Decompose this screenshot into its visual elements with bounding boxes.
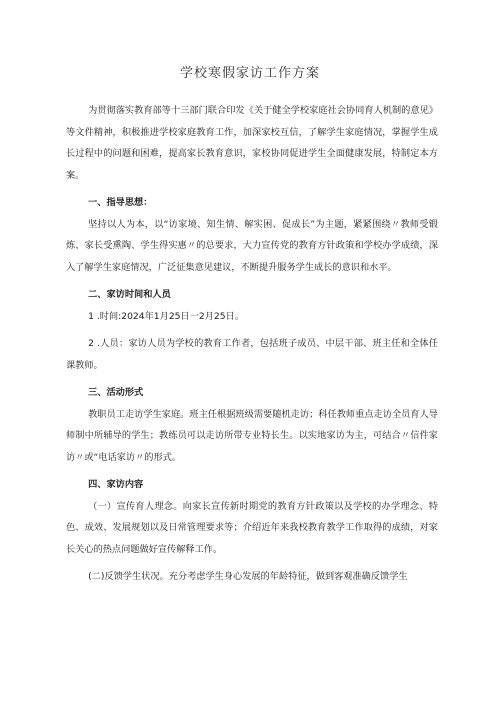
section-heading-format: 三、活动形式 [88,387,144,398]
section-heading-time-people: 二、家访时间和人员 [88,289,171,300]
document-title: 学校寒假家访工作方案 [179,66,320,81]
paragraph-time: 1 .时间:2024年1月25日一2月25日。 [88,310,245,322]
intro-paragraph: 为贯彻落实教育部等十三部门联合印发《关于健全学校家庭社会协同育人机制的意见》等文件精神，积极推进学校家庭教育工作，加深家校互信，了解学生家庭情况，掌握学生成长过程中的问题和困难，提高家长教育意识，家校协同促进学生全面健康发展，特制定本方案。 [66,105,438,181]
section-heading-content: 四、家访内容 [88,479,144,490]
paragraph-format: 教职员工走访学生家庭。班主任根据班级需要随机走访；科任教师重点走访全员育人导师制中所辅导的学生；教练员可以走访所带专业特长生。以实地家访为主，可结合〃信件家访〃或“电话家访〃的形式。 [66,408,438,463]
section-heading-guiding: 一、指导思想： [88,197,153,208]
paragraph-content-1: （一）宣传育人理念。向家长宣传新时期党的教育方针政策以及学校的办学理念、特色、成效、发展规划以及日常管理要求等；介绍近年来我校教育教学工作取得的成绩，对家长关心的热点问题做好宣传解释工作。 [66,500,438,555]
paragraph-people: 2 .人员：家访人员为学校的教育工作者，包括班子成员、中层干部、班主任和全体任课教师。 [66,338,438,371]
paragraph-content-2: (二)反馈学生状况。充分考虑学生身心发展的年龄特征，做到客观准确反馈学生 [88,571,408,582]
paragraph-guiding: 坚持以人为本，以“访家境、知生情、解实困、促成长”为主题，紧紧围绕〃教师受锻炼、家长受熏陶、学生得实惠〃的总要求，大力宣传党的教育方针政策和学校办学成绩，深入了解学生家庭情况，广泛征集意见建议，不断提升服务学生成长的意识和水平。 [66,218,438,273]
document-body [66,100,438,588]
